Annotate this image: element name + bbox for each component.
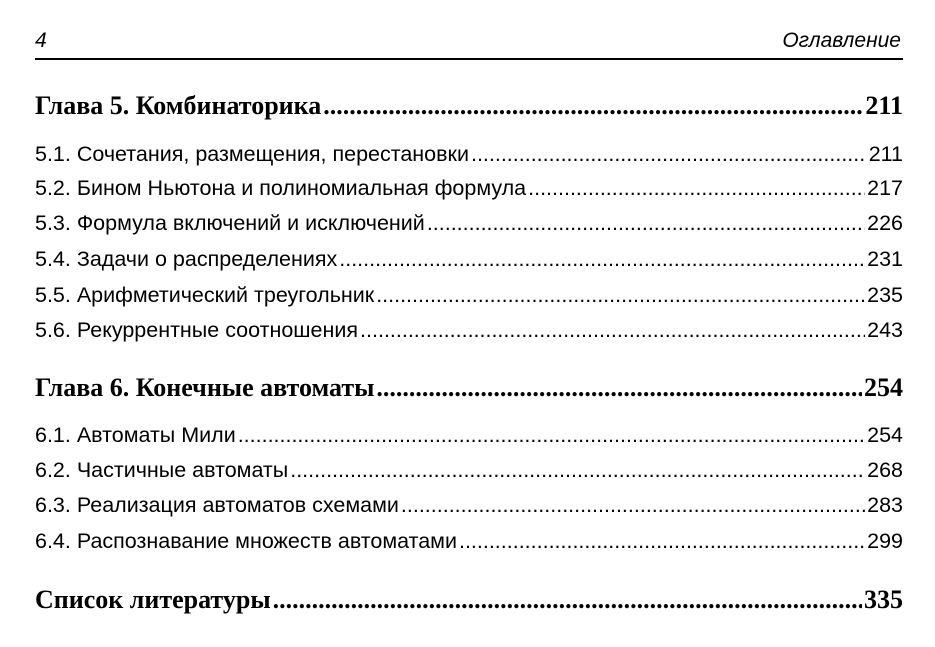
toc-entry-page: 211 <box>868 142 903 166</box>
toc-leader-dots <box>376 373 862 403</box>
toc-entry-title: 6.1. Автоматы Мили <box>35 423 236 447</box>
toc-section[interactable] <box>35 211 903 236</box>
toc-section[interactable] <box>35 458 903 483</box>
toc-entry-page: 283 <box>867 493 903 517</box>
toc-leader-dots <box>339 247 865 272</box>
toc-entry-page: 243 <box>867 318 903 342</box>
toc-entry-page: 226 <box>867 211 903 235</box>
page-header <box>35 28 903 60</box>
toc-entry-title: 5.3. Формула включений и исключений <box>35 211 425 235</box>
toc-entry-title: Глава 5. Комбинаторика <box>35 91 322 120</box>
toc-leader-dots <box>459 529 865 554</box>
toc-chapter[interactable] <box>35 585 903 615</box>
toc-entry-page: 211 <box>865 91 903 120</box>
toc-entry-title: 6.2. Частичные автоматы <box>35 458 289 482</box>
toc-entry-title: Глава 6. Конечные автоматы <box>35 373 375 402</box>
toc-entry-page: 335 <box>864 585 903 614</box>
toc-entry-title: Список литературы <box>35 585 271 614</box>
running-title: Оглавление <box>782 29 901 52</box>
toc-section[interactable] <box>35 283 903 308</box>
toc-chapter[interactable] <box>35 91 903 121</box>
toc-entry-page: 268 <box>867 458 903 482</box>
toc-section[interactable] <box>35 529 903 554</box>
toc-entry-title: 5.5. Арифметический треугольник <box>35 283 375 307</box>
toc-entry-page: 231 <box>867 247 903 271</box>
toc-leader-dots <box>427 211 865 236</box>
toc-section[interactable] <box>35 176 903 201</box>
toc-section[interactable] <box>35 318 903 343</box>
toc-entry-title: 5.2. Бином Ньютона и полиномиальная формула <box>35 176 527 200</box>
toc-leader-dots <box>401 493 865 518</box>
toc-entry-title: 6.4. Распознавание множеств автоматами <box>35 529 457 553</box>
toc-entry-page: 299 <box>867 529 903 553</box>
toc-section[interactable] <box>35 142 903 167</box>
toc-leader-dots <box>238 423 865 448</box>
toc-section[interactable] <box>35 423 903 448</box>
toc-leader-dots <box>528 176 865 201</box>
page-number: 4 <box>35 29 47 52</box>
toc-leader-dots <box>471 142 867 167</box>
toc-entry-page: 217 <box>867 176 903 200</box>
toc-leader-dots <box>360 318 865 343</box>
toc-leader-dots <box>376 283 865 308</box>
toc-entry-title: 6.3. Реализация автоматов схемами <box>35 493 399 517</box>
toc-entry-title: 5.1. Сочетания, размещения, перестановки <box>35 142 469 166</box>
toc-leader-dots <box>273 585 862 615</box>
toc-entry-title: 5.4. Задачи о распределениях <box>35 247 338 271</box>
toc-entry-page: 254 <box>864 373 903 402</box>
toc-chapter[interactable] <box>35 373 903 403</box>
toc-section[interactable] <box>35 493 903 518</box>
toc-section[interactable] <box>35 247 903 272</box>
toc-entry-title: 5.6. Рекуррентные соотношения <box>35 318 359 342</box>
toc-entry-page: 254 <box>867 423 903 447</box>
toc-leader-dots <box>290 458 865 483</box>
toc-entry-page: 235 <box>867 283 903 307</box>
toc-leader-dots <box>323 91 863 121</box>
